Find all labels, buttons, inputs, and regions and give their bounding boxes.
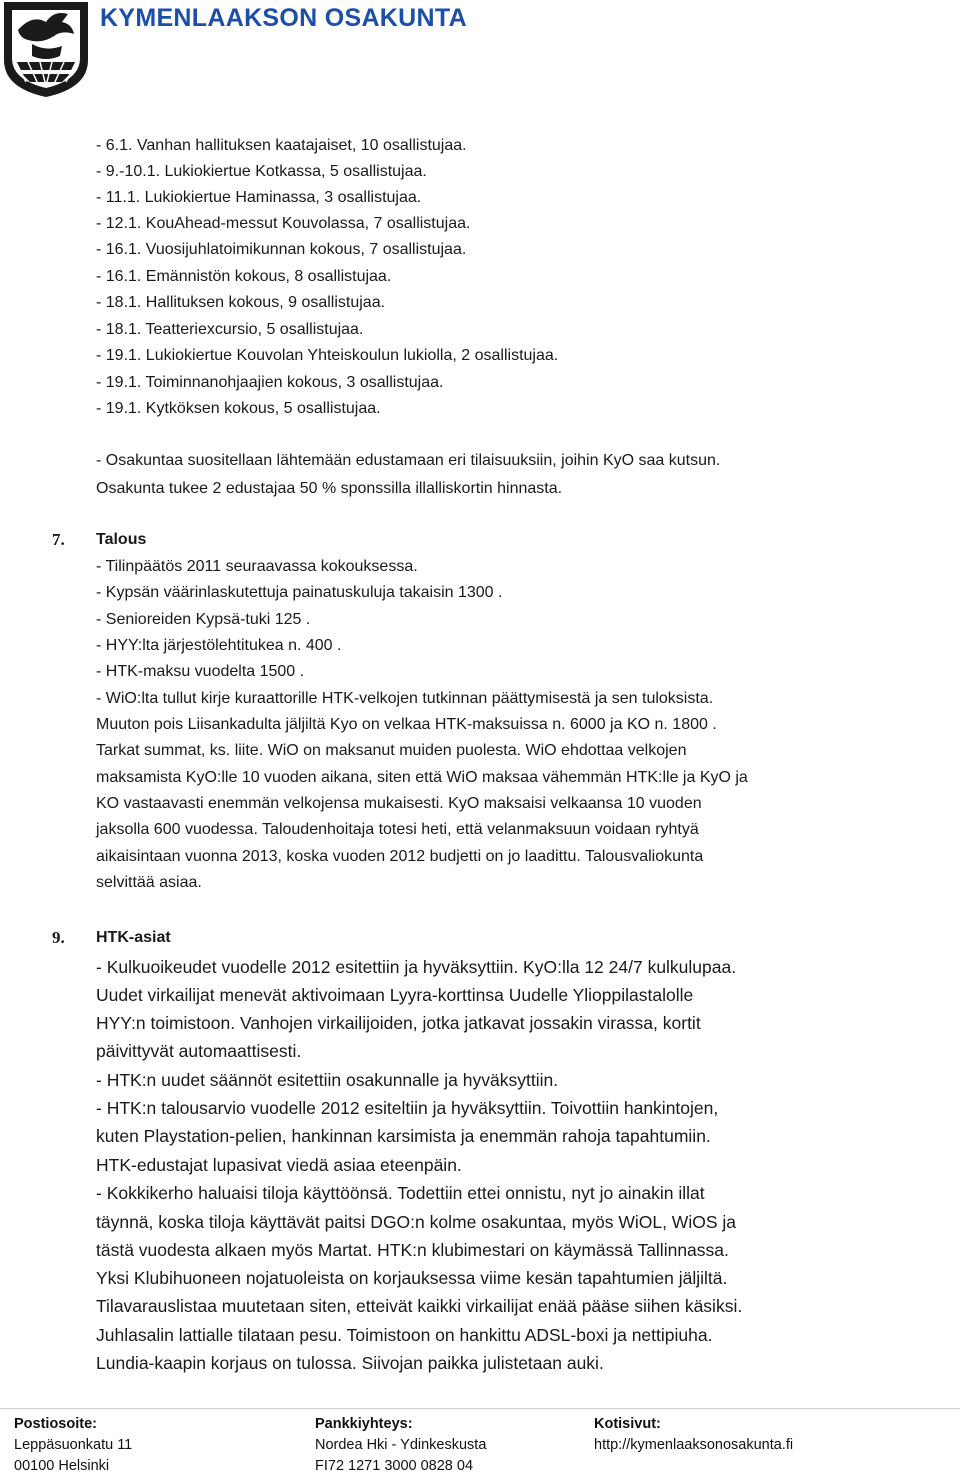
section-number: 7. [52,530,65,549]
list-item: - 18.1. Hallituksen kokous, 9 osallistujaa. [96,294,386,311]
list-item: - 6.1. Vanhan hallituksen kaatajaiset, 10 osallistujaa. [96,137,467,154]
footer-iban: FI72 1271 3000 0828 04 [315,1458,474,1474]
footer-label: Kotisivut: [594,1416,661,1432]
footer-website [594,1414,793,1456]
page-header [0,0,960,100]
list-item: - 19.1. Lukiokiertue Kouvolan Yhteiskoulun lukiolla, 2 osallistujaa. [96,347,559,364]
footer-city: 00100 Helsinki [14,1458,110,1474]
list-item: - 19.1. Toiminnanohjaajien kokous, 3 osallistujaa. [96,374,444,391]
footer-label: Postiosoite: [14,1416,97,1432]
crest-logo-icon [2,0,90,98]
paragraph-line: - HTK-maksu vuodelta 1500 . [96,663,305,680]
paragraph-line: Tilavarauslistaa muutetaan siten, etteivät kaikki virkailijat enää pääse siihen käsiksi. [96,1296,743,1316]
paragraph-line: Osakunta tukee 2 edustajaa 50 % sponssilla illalliskortin hinnasta. [96,480,563,497]
section-title: HTK-asiat [96,929,171,946]
paragraph-line: HTK-edustajat lupasivat viedä asiaa eteenpäin. [96,1155,462,1175]
paragraph-line: Muuton pois Liisankadulta jäljiltä Kyo on velkaa HTK-maksuissa n. 6000 ja KO n. 1800 . [96,716,717,733]
paragraph-line: kuten Playstation-pelien, hankinnan karsimista ja enemmän rahoja tapahtumiin. [96,1126,711,1146]
paragraph-line: täynnä, koska tiloja käyttävät paitsi DGO:n kolme osakuntaa, myös WiOL, WiOS ja [96,1212,736,1232]
paragraph-line: KO vastaavasti enemmän velkojensa mukaisesti. KyO maksaisi velkaansa 10 vuoden [96,795,702,812]
paragraph-line: - Kokkikerho haluaisi tiloja käyttöönsä. Todettiin ettei onnistu, nyt jo ainakin illat [96,1183,705,1203]
footer-bank-details [315,1414,486,1477]
footer-bank-name: Nordea Hki - Ydinkeskusta [315,1437,487,1453]
paragraph-line: HYY:n toimistoon. Vanhojen virkailijoiden, jotka jatkavat jossakin virassa, kortit [96,1013,701,1033]
organization-title: KYMENLAAKSON OSAKUNTA [100,4,467,32]
paragraph-line: jaksolla 600 vuodessa. Taloudenhoitaja totesi heti, että velanmaksuun voidaan ryhtyä [96,821,699,838]
list-item: - 16.1. Vuosijuhlatoimikunnan kokous, 7 osallistujaa. [96,241,467,258]
paragraph-line: Yksi Klubihuoneen nojatuoleista on korjauksessa viime kesän tapahtumien jäljiltä. [96,1268,728,1288]
list-item: - 11.1. Lukiokiertue Haminassa, 3 osallistujaa. [96,189,422,206]
paragraph-line: - WiO:lta tullut kirje kuraattorille HTK-velkojen tutkinnan päättymisestä ja sen tuloksista. [96,690,714,707]
paragraph-line: Lundia-kaapin korjaus on tulossa. Siivojan paikka julistetaan auki. [96,1353,604,1373]
paragraph-line: Uudet virkailijat menevät aktivoimaan Lyyra-korttinsa Uudelle Ylioppilastalolle [96,985,694,1005]
paragraph-line: - Senioreiden Kypsä-tuki 125 . [96,611,311,628]
list-item: - 16.1. Emännistön kokous, 8 osallistujaa. [96,268,392,285]
paragraph-line: - Kypsän väärinlaskutettuja painatuskuluja takaisin 1300 . [96,584,503,601]
paragraph-line: päivittyvät automaattisesti. [96,1041,302,1061]
list-item: - 9.-10.1. Lukiokiertue Kotkassa, 5 osallistujaa. [96,163,427,180]
paragraph-line: - HTK:n uudet säännöt esitettiin osakunnalle ja hyväksyttiin. [96,1070,559,1090]
footer-label: Pankkiyhteys: [315,1416,413,1432]
page-footer [0,1408,960,1474]
paragraph-line: tästä vuodesta alkaen myös Martat. HTK:n klubimestari on käymässä Tallinnassa. [96,1240,729,1260]
paragraph-line: Juhlasalin lattialle tilataan pesu. Toimistoon on hankittu ADSL-boxi ja nettipiuha. [96,1325,713,1345]
website-link[interactable]: http://kymenlaaksonosakunta.fi [594,1437,794,1453]
section-title: Talous [96,531,147,548]
paragraph-line: - HTK:n talousarvio vuodelle 2012 esiteltiin ja hyväksyttiin. Toivottiin hankintojen, [96,1098,719,1118]
paragraph-line: maksamista KyO:lle 10 vuoden aikana, siten että WiO maksaa vähemmän HTK:lle ja KyO ja [96,769,748,786]
list-item: - 12.1. KouAhead-messut Kouvolassa, 7 osallistujaa. [96,215,471,232]
list-item: - 19.1. Kytköksen kokous, 5 osallistujaa. [96,400,381,417]
footer-divider [0,1408,960,1409]
list-item: - 18.1. Teatteriexcursio, 5 osallistujaa. [96,321,364,338]
paragraph-line: selvittää asiaa. [96,874,202,891]
paragraph-line: Tarkat summat, ks. liite. WiO on maksanut muiden puolesta. WiO ehdottaa velkojen [96,742,687,759]
paragraph-line: - Osakuntaa suositellaan lähtemään edustamaan eri tilaisuuksiin, joihin KyO saa kutsun. [96,452,721,469]
section-number: 9. [52,928,65,947]
footer-postal-address [14,1414,132,1477]
paragraph-line: aikaisintaan vuonna 2013, koska vuoden 2012 budjetti on jo laadittu. Talousvaliokunta [96,848,704,865]
paragraph-line: - HYY:lta järjestölehtitukea n. 400 . [96,637,342,654]
paragraph-line: - Tilinpäätös 2011 seuraavassa kokouksessa. [96,558,418,575]
footer-street: Leppäsuonkatu 11 [14,1437,133,1453]
paragraph-line: - Kulkuoikeudet vuodelle 2012 esitettiin ja hyväksyttiin. KyO:lla 12 24/7 kulkulupaa. [96,957,737,977]
